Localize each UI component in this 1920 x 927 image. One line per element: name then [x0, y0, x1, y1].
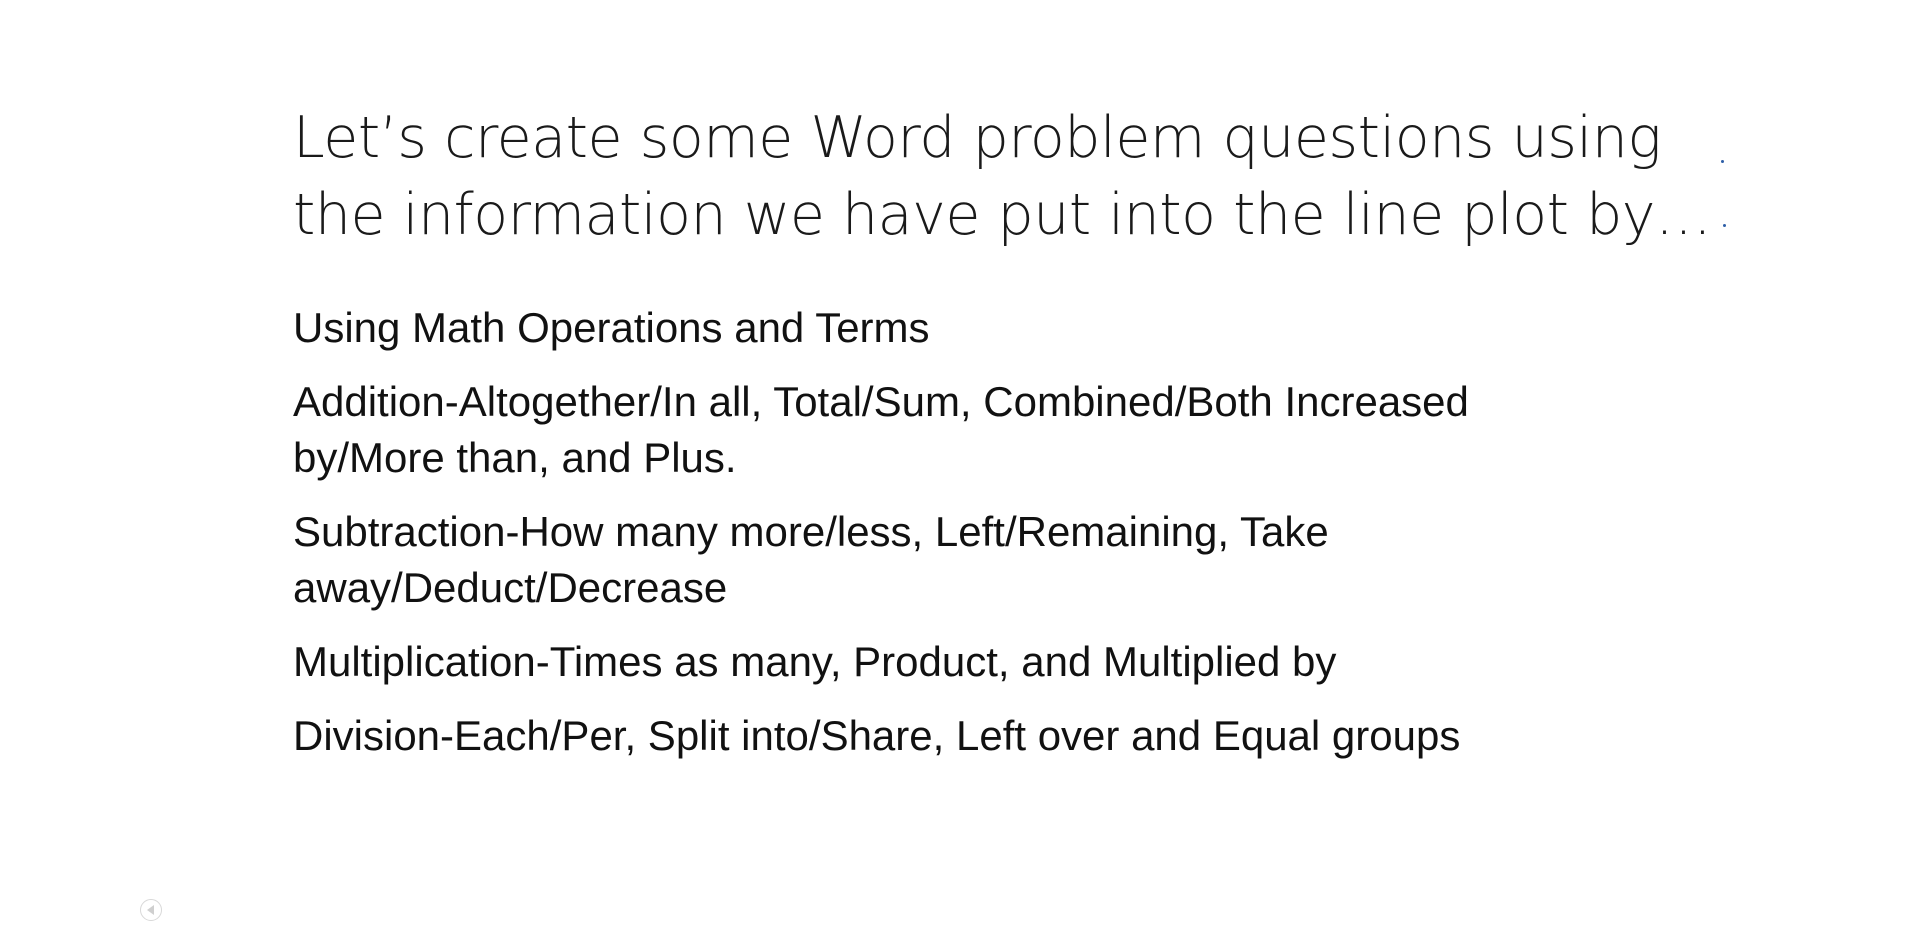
body-text-line: Multiplication-Times as many, Product, and Multiplied by [293, 638, 1337, 685]
slide-title-line-2: the information we have put into the line plot by… [293, 182, 1712, 248]
body-item-subtraction [293, 504, 1673, 616]
previous-slide-button[interactable] [140, 899, 162, 921]
body-item-addition [293, 374, 1673, 486]
ink-dot [1721, 160, 1724, 163]
ink-dot [1723, 224, 1726, 227]
body-text-line: away/Deduct/Decrease [293, 564, 728, 611]
body-text-line: by/More than, and Plus. [293, 434, 737, 481]
slide-title [293, 100, 1733, 254]
previous-slide-icon [147, 905, 154, 915]
body-text-line: Division-Each/Per, Split into/Share, Left over and Equal groups [293, 712, 1461, 759]
body-text-line: Using Math Operations and Terms [293, 304, 930, 351]
body-text-line: Subtraction-How many more/less, Left/Remaining, Take [293, 508, 1329, 555]
slide-title-line-1: Let’s create some Word problem questions using [293, 105, 1662, 171]
body-text-line: Addition-Altogether/In all, Total/Sum, Combined/Both Increased [293, 378, 1469, 425]
slide-body-list [293, 300, 1673, 782]
body-item-intro [293, 300, 1673, 356]
body-item-multiplication [293, 634, 1673, 690]
body-item-division [293, 708, 1673, 764]
